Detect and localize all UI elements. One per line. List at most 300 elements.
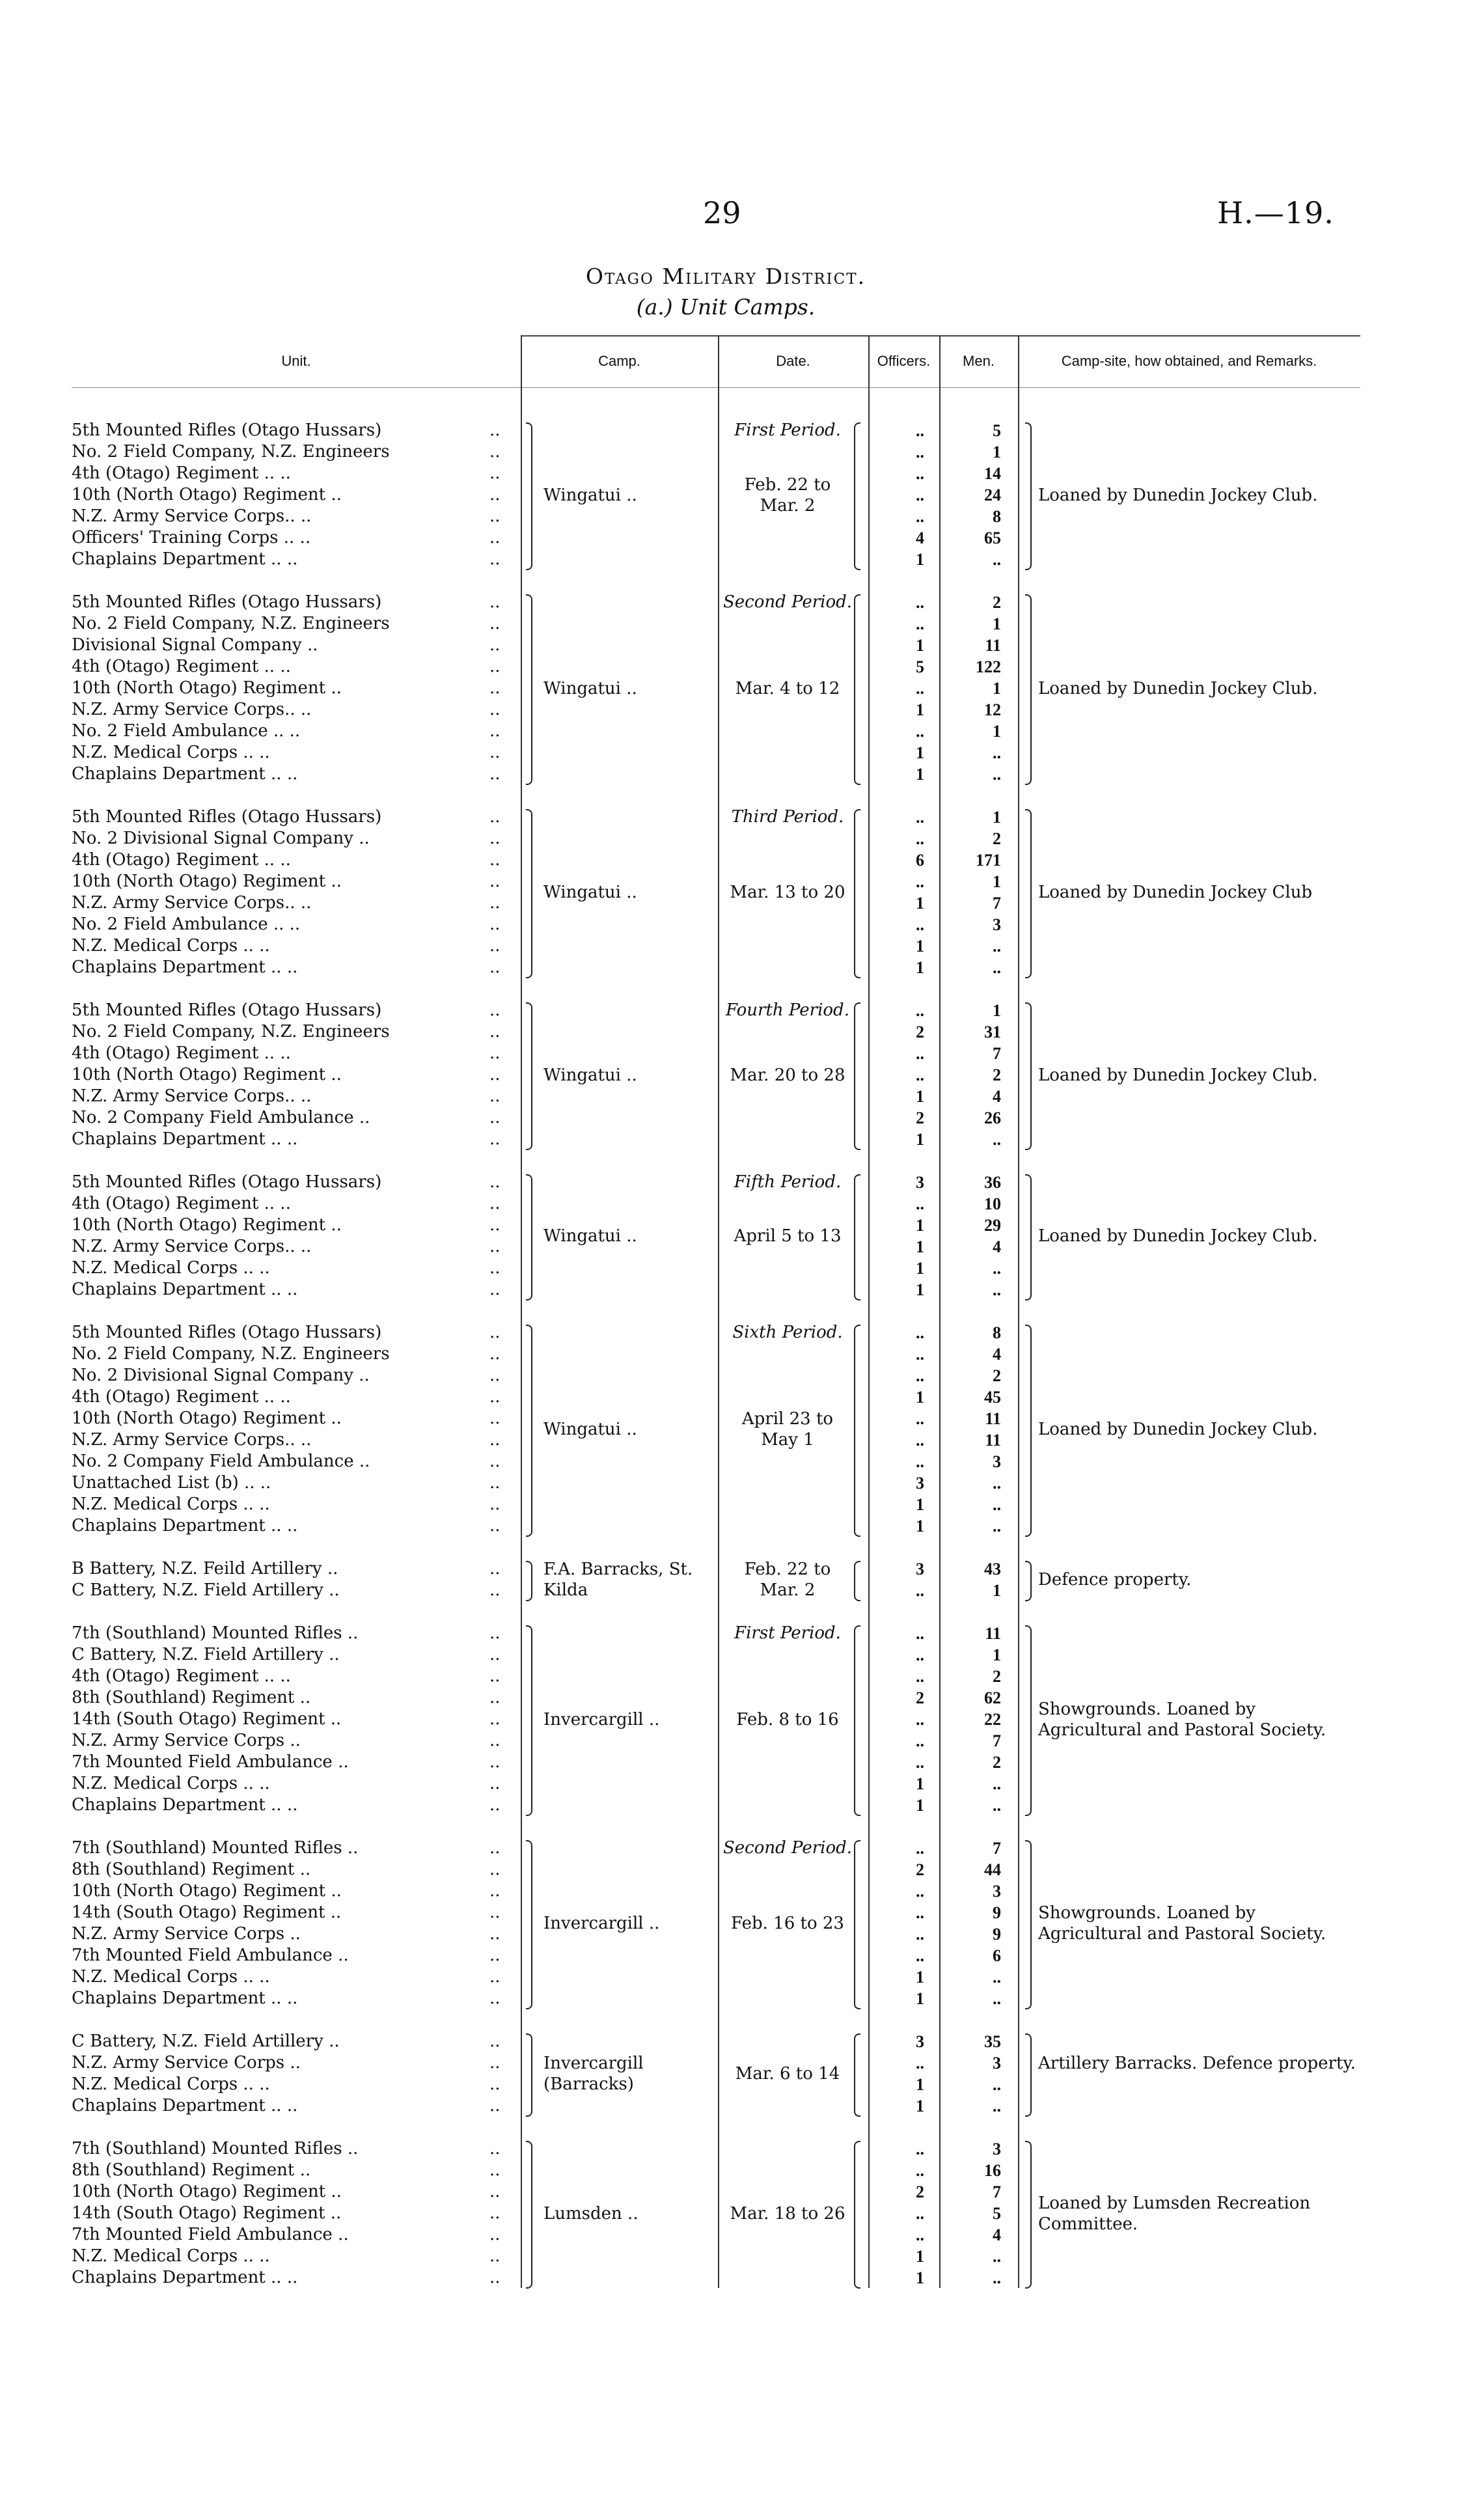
remarks-brace: [1025, 809, 1032, 978]
officers-count: ..: [916, 1925, 924, 1944]
officers-count: 1: [916, 1216, 924, 1235]
leader-dots: ..: [489, 1237, 501, 1256]
unit-name: 4th (Otago) Regiment .. ..: [72, 1194, 291, 1213]
leader-dots: ..: [489, 2074, 501, 2094]
leader-dots: ..: [489, 915, 501, 934]
remarks-brace: [1025, 1325, 1032, 1537]
period-label: Third Period.: [731, 807, 844, 827]
officers-count: 1: [916, 1259, 924, 1278]
officers-count: 2: [916, 1688, 924, 1707]
officers-count: 1: [916, 2097, 924, 2115]
remarks-brace: [1025, 2033, 1032, 2117]
table-row: [0, 1644, 1484, 1666]
unit-name: 4th (Otago) Regiment .. ..: [72, 657, 291, 676]
remarks-brace: [1025, 1561, 1032, 1601]
table-row: [0, 549, 1484, 570]
leader-dots: ..: [489, 1172, 501, 1192]
unit-name: N.Z. Army Service Corps.. ..: [72, 1430, 312, 1450]
officers-count: 1: [916, 2247, 924, 2266]
table-row: [0, 1386, 1484, 1408]
leader-dots: ..: [489, 1645, 501, 1664]
table-row: [0, 527, 1484, 549]
table-row: [0, 1451, 1484, 1472]
leader-dots: ..: [489, 1709, 501, 1729]
men-count: 26: [984, 1108, 1001, 1127]
men-count: 2: [993, 1753, 1001, 1772]
leader-dots: ..: [489, 2096, 501, 2115]
table-row: [0, 1043, 1484, 1064]
table-row: [0, 1966, 1484, 1988]
remarks-brace: [1025, 1625, 1032, 1816]
officers-count: ..: [916, 2054, 924, 2072]
camp-dates: Mar. 13 to 20: [730, 883, 845, 902]
camp-remarks: Loaned by Lumsden Recreation Committee.: [1038, 2193, 1311, 2234]
table-row: [0, 957, 1484, 978]
leader-dots: ..: [489, 678, 501, 698]
officers-count: 1: [916, 2268, 924, 2287]
column-header-unit: Unit.: [281, 353, 311, 369]
leader-dots: ..: [489, 1344, 501, 1364]
remarks-brace: [1025, 1840, 1032, 2009]
table-row: [0, 935, 1484, 957]
unit-name: C Battery, N.Z. Field Artillery ..: [72, 1580, 340, 1600]
leader-dots: ..: [489, 1688, 501, 1707]
camp-dates: Feb. 8 to 16: [736, 1709, 839, 1729]
table-row: [0, 1021, 1484, 1043]
officers-count: ..: [916, 679, 924, 698]
men-count: 1: [993, 1581, 1001, 1600]
unit-name: 10th (North Otago) Regiment ..: [72, 1215, 342, 1235]
date-brace: [854, 422, 860, 570]
table-row: [0, 441, 1484, 463]
period-label: First Period.: [734, 420, 841, 440]
unit-name: 5th Mounted Rifles (Otago Hussars): [72, 1000, 382, 1020]
column-header-officers: Officers.: [877, 353, 931, 369]
men-count: ..: [993, 958, 1001, 977]
unit-camps-table: [0, 335, 1484, 2294]
men-count: ..: [993, 1130, 1001, 1149]
men-count: 11: [985, 1409, 1001, 1428]
camp-remarks: Loaned by Dunedin Jockey Club.: [1038, 1065, 1318, 1085]
officers-count: ..: [916, 1001, 924, 1020]
camp-group: [0, 1558, 1484, 1601]
table-row: [0, 1365, 1484, 1386]
men-count: ..: [993, 550, 1001, 569]
camp-brace: [526, 1625, 532, 1816]
men-count: 22: [984, 1710, 1001, 1729]
unit-name: N.Z. Army Service Corps.. ..: [72, 700, 312, 719]
remarks-brace: [1025, 1002, 1032, 1150]
officers-count: ..: [916, 1431, 924, 1450]
unit-name: Divisional Signal Company ..: [72, 635, 318, 655]
officers-count: 2: [916, 1023, 924, 1041]
camp-remarks: Loaned by Dunedin Jockey Club.: [1038, 1226, 1318, 1246]
camp-remarks: Loaned by Dunedin Jockey Club.: [1038, 1420, 1318, 1439]
leader-dots: ..: [489, 2053, 501, 2072]
camp-name: Wingatui ..: [543, 883, 637, 902]
officers-count: 1: [916, 2075, 924, 2094]
unit-name: 10th (North Otago) Regiment ..: [72, 1409, 342, 1428]
men-count: ..: [993, 937, 1001, 956]
leader-dots: ..: [489, 1795, 501, 1815]
leader-dots: ..: [489, 1022, 501, 1041]
men-count: 16: [984, 2161, 1001, 2180]
officers-count: ..: [916, 1044, 924, 1063]
leader-dots: ..: [489, 614, 501, 633]
leader-dots: ..: [489, 872, 501, 891]
unit-name: 5th Mounted Rifles (Otago Hussars): [72, 1323, 382, 1342]
unit-name: No. 2 Divisional Signal Company ..: [72, 829, 370, 848]
camp-group: [0, 2138, 1484, 2289]
officers-count: 5: [916, 657, 924, 676]
men-count: 5: [993, 2204, 1001, 2223]
officers-count: ..: [916, 1345, 924, 1364]
unit-name: B Battery, N.Z. Feild Artillery ..: [72, 1559, 338, 1578]
men-count: ..: [993, 1774, 1001, 1793]
officers-count: ..: [916, 1753, 924, 1772]
officers-count: ..: [916, 443, 924, 461]
column-header-camp: Camp.: [598, 353, 640, 369]
leader-dots: ..: [489, 1430, 501, 1450]
leader-dots: ..: [489, 1924, 501, 1944]
leader-dots: ..: [489, 1000, 501, 1020]
men-count: ..: [993, 1796, 1001, 1815]
men-count: 8: [993, 1323, 1001, 1342]
document-reference: H.—19.: [1217, 195, 1334, 230]
unit-name: Chaplains Department .. ..: [72, 957, 298, 977]
table-row: [0, 2031, 1484, 2052]
camp-group: [0, 2031, 1484, 2117]
unit-name: 8th (Southland) Regiment ..: [72, 1688, 311, 1707]
date-brace: [854, 1561, 860, 1601]
table-row: [0, 1494, 1484, 1515]
men-count: 9: [993, 1925, 1001, 1944]
men-count: 62: [984, 1688, 1001, 1707]
men-count: ..: [993, 2075, 1001, 2094]
period-label: Second Period.: [722, 1838, 853, 1858]
unit-name: 4th (Otago) Regiment .. ..: [72, 1387, 291, 1407]
column-header-remarks: Camp-site, how obtained, and Remarks.: [1061, 353, 1317, 369]
table-row: [0, 764, 1484, 785]
camp-remarks: Loaned by Dunedin Jockey Club: [1038, 883, 1313, 902]
leader-dots: ..: [489, 1903, 501, 1922]
officers-count: 6: [916, 851, 924, 870]
leader-dots: ..: [489, 936, 501, 956]
men-count: 1: [993, 1645, 1001, 1664]
leader-dots: ..: [489, 592, 501, 612]
camp-group: [0, 1172, 1484, 1301]
camp-brace: [526, 594, 532, 785]
men-count: 122: [976, 657, 1001, 676]
unit-name: N.Z. Medical Corps .. ..: [72, 2074, 270, 2094]
officers-count: ..: [916, 1645, 924, 1664]
camp-dates: Feb. 16 to 23: [731, 1914, 844, 1933]
leader-dots: ..: [489, 1623, 501, 1643]
camp-remarks: Showgrounds. Loaned by Agricultural and Pastoral Society.: [1038, 1903, 1326, 1944]
officers-count: ..: [916, 593, 924, 612]
unit-name: No. 2 Field Ambulance .. ..: [72, 915, 301, 934]
leader-dots: ..: [489, 743, 501, 762]
unit-name: 7th Mounted Field Ambulance ..: [72, 2225, 349, 2244]
officers-count: 3: [916, 2032, 924, 2051]
table-row: [0, 2267, 1484, 2289]
officers-count: 1: [916, 1237, 924, 1256]
leader-dots: ..: [489, 893, 501, 913]
camp-name: Wingatui ..: [543, 678, 637, 698]
unit-name: 7th (Southland) Mounted Rifles ..: [72, 1623, 359, 1643]
camp-dates: Mar. 20 to 28: [730, 1065, 845, 1085]
table-row: [0, 914, 1484, 935]
officers-count: ..: [916, 507, 924, 526]
men-count: 7: [993, 1044, 1001, 1063]
camp-remarks: Defence property.: [1038, 1570, 1192, 1590]
camp-group: [0, 420, 1484, 570]
leader-dots: ..: [489, 2246, 501, 2266]
unit-name: 4th (Otago) Regiment .. ..: [72, 850, 291, 870]
men-count: ..: [993, 1989, 1001, 2008]
unit-name: Chaplains Department .. ..: [72, 764, 298, 784]
officers-count: 1: [916, 1989, 924, 2008]
unit-name: No. 2 Company Field Ambulance ..: [72, 1108, 370, 1127]
officers-count: ..: [916, 1731, 924, 1750]
leader-dots: ..: [489, 957, 501, 977]
officers-count: 1: [916, 636, 924, 655]
men-count: 10: [984, 1194, 1001, 1213]
table-row: [0, 1343, 1484, 1365]
leader-dots: ..: [489, 1215, 501, 1235]
leader-dots: ..: [489, 463, 501, 483]
officers-count: ..: [916, 808, 924, 827]
remarks-brace: [1025, 594, 1032, 785]
leader-dots: ..: [489, 1559, 501, 1578]
table-row: [0, 635, 1484, 656]
leader-dots: ..: [489, 1967, 501, 1987]
table-row: [0, 1945, 1484, 1966]
officers-count: ..: [916, 1194, 924, 1213]
camp-group: [0, 806, 1484, 978]
leader-dots: ..: [489, 2203, 501, 2223]
men-count: 14: [984, 464, 1001, 483]
officers-count: ..: [916, 829, 924, 848]
leader-dots: ..: [489, 1086, 501, 1106]
officers-count: ..: [916, 614, 924, 633]
leader-dots: ..: [489, 1129, 501, 1149]
men-count: 11: [985, 1624, 1001, 1643]
table-row: [0, 2246, 1484, 2267]
men-count: 2: [993, 1667, 1001, 1686]
men-count: 2: [993, 1066, 1001, 1084]
camp-dates: April 23 to May 1: [741, 1409, 834, 1450]
leader-dots: ..: [489, 1989, 501, 2008]
officers-count: 1: [916, 937, 924, 956]
unit-name: Chaplains Department .. ..: [72, 1516, 298, 1535]
officers-count: ..: [916, 1903, 924, 1922]
men-count: ..: [993, 1968, 1001, 1987]
date-brace: [854, 1002, 860, 1150]
officers-count: 1: [916, 1087, 924, 1106]
camp-brace: [526, 1561, 532, 1601]
leader-dots: ..: [489, 506, 501, 526]
unit-name: 4th (Otago) Regiment .. ..: [72, 463, 291, 483]
unit-name: 7th Mounted Field Ambulance ..: [72, 1752, 349, 1772]
period-label: Second Period.: [722, 592, 853, 612]
leader-dots: ..: [489, 807, 501, 827]
men-count: 36: [984, 1173, 1001, 1192]
leader-dots: ..: [489, 2031, 501, 2051]
leader-dots: ..: [489, 2225, 501, 2244]
leader-dots: ..: [489, 2139, 501, 2158]
men-count: 4: [993, 2225, 1001, 2244]
men-count: 171: [976, 851, 1001, 870]
table-row: [0, 2095, 1484, 2117]
camp-remarks: Loaned by Dunedin Jockey Club.: [1038, 485, 1318, 505]
leader-dots: ..: [489, 1731, 501, 1750]
camp-brace: [526, 1840, 532, 2009]
men-count: 1: [993, 614, 1001, 633]
unit-name: 10th (North Otago) Regiment ..: [72, 678, 342, 698]
unit-name: 8th (Southland) Regiment ..: [72, 1860, 311, 1879]
camp-group: [0, 1838, 1484, 2009]
table-row: [0, 1795, 1484, 1816]
camp-brace: [526, 422, 532, 570]
leader-dots: ..: [489, 1043, 501, 1063]
table-row: [0, 1773, 1484, 1795]
column-header-date: Date.: [776, 353, 810, 369]
unit-name: 5th Mounted Rifles (Otago Hussars): [72, 420, 382, 440]
officers-count: 1: [916, 1495, 924, 1514]
date-brace: [854, 2141, 860, 2289]
men-count: 8: [993, 507, 1001, 526]
date-brace: [854, 2033, 860, 2117]
leader-dots: ..: [489, 1323, 501, 1342]
officers-count: 3: [916, 1173, 924, 1192]
officers-count: ..: [916, 1409, 924, 1428]
header-bottom-rule: [72, 387, 1360, 388]
leader-dots: ..: [489, 1258, 501, 1278]
unit-name: N.Z. Medical Corps .. ..: [72, 2246, 270, 2266]
unit-name: C Battery, N.Z. Field Artillery ..: [72, 2031, 340, 2051]
officers-count: ..: [916, 1946, 924, 1965]
officers-count: ..: [916, 464, 924, 483]
officers-count: 1: [916, 1796, 924, 1815]
camp-brace: [526, 1325, 532, 1537]
officers-count: 2: [916, 1108, 924, 1127]
men-count: ..: [993, 2097, 1001, 2115]
men-count: 2: [993, 593, 1001, 612]
unit-name: Chaplains Department .. ..: [72, 549, 298, 569]
officers-count: ..: [916, 1323, 924, 1342]
men-count: ..: [993, 1474, 1001, 1493]
table-row: [0, 656, 1484, 678]
men-count: 29: [984, 1216, 1001, 1235]
leader-dots: ..: [489, 1580, 501, 1600]
leader-dots: ..: [489, 485, 501, 504]
unit-name: N.Z. Army Service Corps.. ..: [72, 506, 312, 526]
period-label: Fifth Period.: [734, 1172, 842, 1192]
men-count: ..: [993, 1495, 1001, 1514]
unit-name: C Battery, N.Z. Field Artillery ..: [72, 1645, 340, 1664]
officers-count: ..: [916, 1839, 924, 1858]
date-brace: [854, 809, 860, 978]
table-row: [0, 1666, 1484, 1687]
camp-remarks: Loaned by Dunedin Jockey Club.: [1038, 678, 1318, 698]
unit-name: Chaplains Department .. ..: [72, 1989, 298, 2008]
unit-name: 7th (Southland) Mounted Rifles ..: [72, 2139, 359, 2158]
officers-count: ..: [916, 722, 924, 741]
leader-dots: ..: [489, 1774, 501, 1793]
unit-name: 4th (Otago) Regiment .. ..: [72, 1666, 291, 1686]
unit-name: No. 2 Field Company, N.Z. Engineers: [72, 1344, 390, 1364]
leader-dots: ..: [489, 2268, 501, 2287]
camp-brace: [526, 2033, 532, 2117]
date-brace: [854, 594, 860, 785]
camp-group: [0, 1322, 1484, 1537]
unit-name: 8th (Southland) Regiment ..: [72, 2160, 311, 2180]
camp-name: Wingatui ..: [543, 485, 637, 505]
men-count: 3: [993, 915, 1001, 934]
table-row: [0, 742, 1484, 764]
unit-name: No. 2 Field Company, N.Z. Engineers: [72, 1022, 390, 1041]
table-row: [0, 1193, 1484, 1215]
men-count: ..: [993, 743, 1001, 762]
men-count: 9: [993, 1903, 1001, 1922]
men-count: 3: [993, 1882, 1001, 1901]
table-row: [0, 1472, 1484, 1494]
camp-remarks: Artillery Barracks. Defence property.: [1038, 2054, 1356, 2073]
leader-dots: ..: [489, 657, 501, 676]
leader-dots: ..: [489, 1946, 501, 1965]
leader-dots: ..: [489, 2160, 501, 2180]
officers-count: ..: [916, 872, 924, 891]
unit-name: 10th (North Otago) Regiment ..: [72, 1881, 342, 1901]
unit-name: Chaplains Department .. ..: [72, 2268, 298, 2287]
camp-dates: April 5 to 13: [734, 1226, 842, 1246]
unit-name: N.Z. Army Service Corps ..: [72, 1924, 301, 1944]
men-count: 11: [985, 1431, 1001, 1450]
leader-dots: ..: [489, 420, 501, 440]
table-row: [0, 699, 1484, 721]
leader-dots: ..: [489, 1065, 501, 1084]
men-count: ..: [993, 765, 1001, 784]
table-row: [0, 849, 1484, 871]
unit-name: 5th Mounted Rifles (Otago Hussars): [72, 807, 382, 827]
men-count: 11: [985, 636, 1001, 655]
unit-name: N.Z. Army Service Corps.. ..: [72, 1086, 312, 1106]
men-count: ..: [993, 2268, 1001, 2287]
unit-name: 5th Mounted Rifles (Otago Hussars): [72, 1172, 382, 1192]
camp-group: [0, 1623, 1484, 1816]
camp-name: Invercargill (Barracks): [543, 2054, 644, 2094]
table-row: [0, 1086, 1484, 1107]
date-brace: [854, 1840, 860, 2009]
table-row: [0, 1279, 1484, 1301]
officers-count: ..: [916, 2225, 924, 2244]
leader-dots: ..: [489, 1409, 501, 1428]
remarks-brace: [1025, 422, 1032, 570]
camp-name: Invercargill ..: [543, 1709, 660, 1729]
camp-name: Wingatui ..: [543, 1065, 637, 1085]
camp-brace: [526, 1002, 532, 1150]
table-row: [0, 2160, 1484, 2181]
unit-name: 7th (Southland) Mounted Rifles ..: [72, 1838, 359, 1858]
officers-count: 2: [916, 2182, 924, 2201]
table-row: [0, 1107, 1484, 1129]
men-count: 7: [993, 2182, 1001, 2201]
men-count: 5: [993, 421, 1001, 440]
officers-count: 1: [916, 743, 924, 762]
date-brace: [854, 1625, 860, 1816]
camp-dates: Mar. 4 to 12: [735, 678, 840, 698]
